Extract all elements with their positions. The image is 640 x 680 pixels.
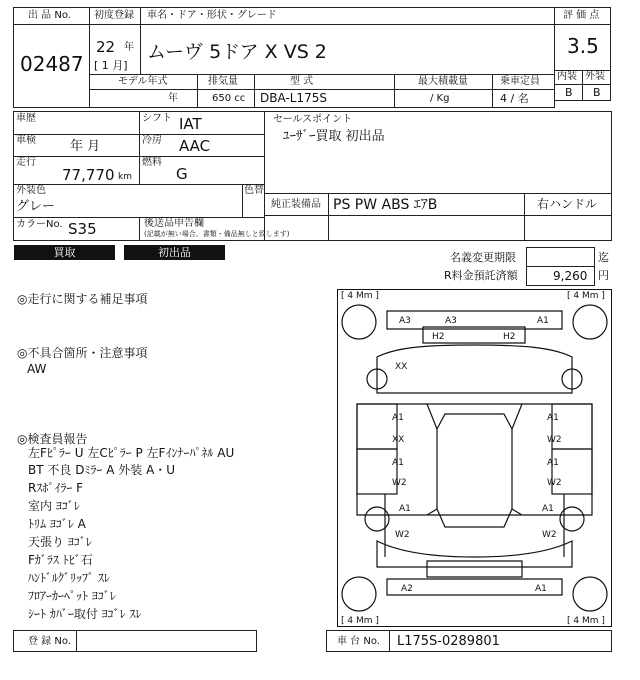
damage-front-left: A3 <box>399 316 411 326</box>
sales-point-box <box>264 111 612 194</box>
max-load-label: 最大積載量 <box>418 76 468 87</box>
tire-depth-rear-left: [ 4 Mm ] <box>341 616 379 626</box>
model-type-label: 型 式 <box>290 76 314 87</box>
damage-left-quarter-1: A1 <box>399 504 411 514</box>
tire-rear-left <box>342 577 376 611</box>
car-name-box <box>140 7 555 75</box>
mileage-value: 77,770 <box>62 166 115 184</box>
tire-front-left <box>342 305 376 339</box>
inspector-line: 左Fﾋﾟﾗｰ U 左Cﾋﾟﾗｰ P 左Fｲﾝﾅｰﾊﾟﾈﾙ AU <box>28 446 235 460</box>
recycle-label: R料金預託済額 <box>444 269 518 282</box>
ac-value: AAC <box>179 137 211 155</box>
roof-outline <box>437 414 512 527</box>
steering-side: 右ハンドル <box>537 197 598 211</box>
inspector-line: ｼｰﾄ ｶﾊﾞｰ取付 ﾖｺﾞﾚ ｽﾚ <box>28 607 142 621</box>
recycle-value: 9,260 <box>553 269 588 283</box>
defects-label: ◎不具合箇所・注意事項 <box>17 346 148 360</box>
damage-right-front-door-2: W2 <box>547 435 562 445</box>
defects-value: AW <box>27 362 47 376</box>
displacement-label: 排気量 <box>208 76 238 87</box>
mileage-label: 走行 <box>16 157 36 168</box>
model-year-label: モデル年式 <box>118 76 168 87</box>
damage-right-rear-door-1: A1 <box>547 458 559 468</box>
chassis-no-value: L175S-0289801 <box>397 634 500 649</box>
lot-number: 02487 <box>20 52 84 76</box>
aftermarket-note: (記載が無い場合、書類・備品無しと致します) <box>144 230 290 238</box>
damage-hood-left: H2 <box>432 332 445 342</box>
registration-year: 22 <box>96 38 116 56</box>
inspector-line: BT 不良 Dﾐﾗｰ A 外装 A・U <box>28 463 176 477</box>
damage-front-mid: A3 <box>445 316 457 326</box>
damage-front-right: A1 <box>537 316 549 326</box>
tire-rear-right <box>573 577 607 611</box>
rear-side-outline <box>377 541 572 567</box>
first-registration-label: 初度登録 <box>94 10 134 21</box>
displacement-value: 650 cc <box>212 93 246 104</box>
fuel-value: G <box>176 165 188 183</box>
score-label: 評 価 点 <box>563 10 600 21</box>
interior-label: 内装 <box>557 71 577 82</box>
model-year-unit: 年 <box>168 93 178 104</box>
recycle-unit: 円 <box>598 269 609 282</box>
inspection-value: 年 月 <box>70 139 101 154</box>
spec-row <box>89 74 555 108</box>
car-name: ムーヴ 5ドア X VS 2 <box>147 41 327 63</box>
registration-no-label: 登 録 No. <box>28 636 71 647</box>
damage-left-quarter-2: W2 <box>395 530 410 540</box>
inspector-line: ﾌﾛｱｰｶｰﾍﾟｯﾄ ﾖｺﾞﾚ <box>28 589 116 603</box>
damage-left-rear-door-1: A1 <box>392 458 404 468</box>
damage-rear-left: A2 <box>401 584 413 594</box>
damage-left-front-door-1: A1 <box>392 413 404 423</box>
damage-rear-right: A1 <box>535 584 547 594</box>
color-no-value: S35 <box>68 220 97 238</box>
shift-value: IAT <box>179 115 202 133</box>
name-change-label: 名義変更期限 <box>450 251 516 264</box>
max-load-value: / Kg <box>430 93 450 104</box>
recolor-label: 色替 <box>244 185 264 196</box>
fuel-label: 燃料 <box>142 157 162 168</box>
inspector-line: 天張り ﾖｺﾞﾚ <box>28 535 92 549</box>
inspector-line: ﾊﾝﾄﾞﾙｸﾞﾘｯﾌﾟ ｽﾚ <box>28 571 110 585</box>
sales-point-value: ﾕｰｻﾞｰ買取 初出品 <box>283 129 385 144</box>
color-no-label: カラーNo. <box>16 219 63 230</box>
score-box <box>554 7 611 101</box>
tire-front-right <box>573 305 607 339</box>
front-bumper-outline <box>387 311 562 329</box>
damage-right-quarter-1: A1 <box>542 504 554 514</box>
tire-depth-rear-right: [ 4 Mm ] <box>567 616 605 626</box>
chassis-no-label: 車 台 No. <box>337 636 380 647</box>
inspection-label: 車検 <box>16 135 36 146</box>
damage-left-front-door-2: XX <box>392 435 405 445</box>
mileage-unit: km <box>118 172 132 182</box>
name-change-field <box>526 247 595 267</box>
buyback-badge: 買取 <box>14 245 115 260</box>
interior-grade: B <box>565 86 573 99</box>
ext-color-value: グレー <box>16 199 56 214</box>
details-grid <box>13 111 290 241</box>
registration-no-box <box>13 630 257 652</box>
driving-notes-label: ◎走行に関する補足事項 <box>17 292 148 306</box>
first-registration-box <box>89 7 141 75</box>
lot-number-box <box>13 7 90 108</box>
capacity-label: 乗車定員 <box>500 76 540 87</box>
damage-left-rear-door-2: W2 <box>392 478 407 488</box>
car-name-label: 車名・ドア・形状・グレード <box>147 10 277 21</box>
lot-number-label: 出 品 No. <box>28 10 71 21</box>
car-damage-diagram <box>337 289 612 627</box>
equipment-box <box>264 193 612 241</box>
model-type-value: DBA-L175S <box>260 91 327 105</box>
ext-color-label: 外装色 <box>16 185 46 196</box>
exterior-grade: B <box>593 86 601 99</box>
damage-right-rear-door-2: W2 <box>547 478 562 488</box>
inspector-line: Rｽﾎﾟｲﾗｰ F <box>28 481 84 495</box>
evaluation-score: 3.5 <box>567 34 599 58</box>
equipment-label: 純正装備品 <box>271 199 321 210</box>
sales-point-label: セールスポイント <box>273 114 353 125</box>
inspector-line: ﾄﾘﾑ ﾖｺﾞﾚ A <box>28 517 86 531</box>
recycle-field <box>526 266 595 286</box>
damage-right-quarter-2: W2 <box>542 530 557 540</box>
capacity-value: 4 / 名 <box>500 92 529 105</box>
ac-label: 冷房 <box>142 135 162 146</box>
chassis-no-box <box>326 630 612 652</box>
name-change-unit: 迄 <box>598 251 609 264</box>
inspector-line: Fｶﾞﾗｽ ﾄﾋﾞ石 <box>28 553 93 567</box>
shift-label: シフト <box>142 113 172 124</box>
tire-depth-front-right: [ 4 Mm ] <box>567 291 605 301</box>
rear-hatch-outline <box>427 561 522 577</box>
damage-hood-right: H2 <box>503 332 516 342</box>
damage-front-fender: XX <box>395 362 408 372</box>
registration-month: [ 1 月] <box>94 59 128 72</box>
equipment-value: PS PW ABS ｴｱB <box>333 197 438 213</box>
history-label: 車歴 <box>16 113 36 124</box>
tire-depth-front-left: [ 4 Mm ] <box>341 291 379 301</box>
inspector-report-label: ◎検査員報告 <box>17 432 88 446</box>
registration-year-unit: 年 <box>124 42 134 53</box>
inspector-line: 室内 ﾖｺﾞﾚ <box>28 499 80 513</box>
first-listing-badge: 初出品 <box>124 245 225 260</box>
aftermarket-label: 後送品申告欄 <box>144 218 204 229</box>
damage-right-front-door-1: A1 <box>547 413 559 423</box>
exterior-label: 外装 <box>585 71 605 82</box>
